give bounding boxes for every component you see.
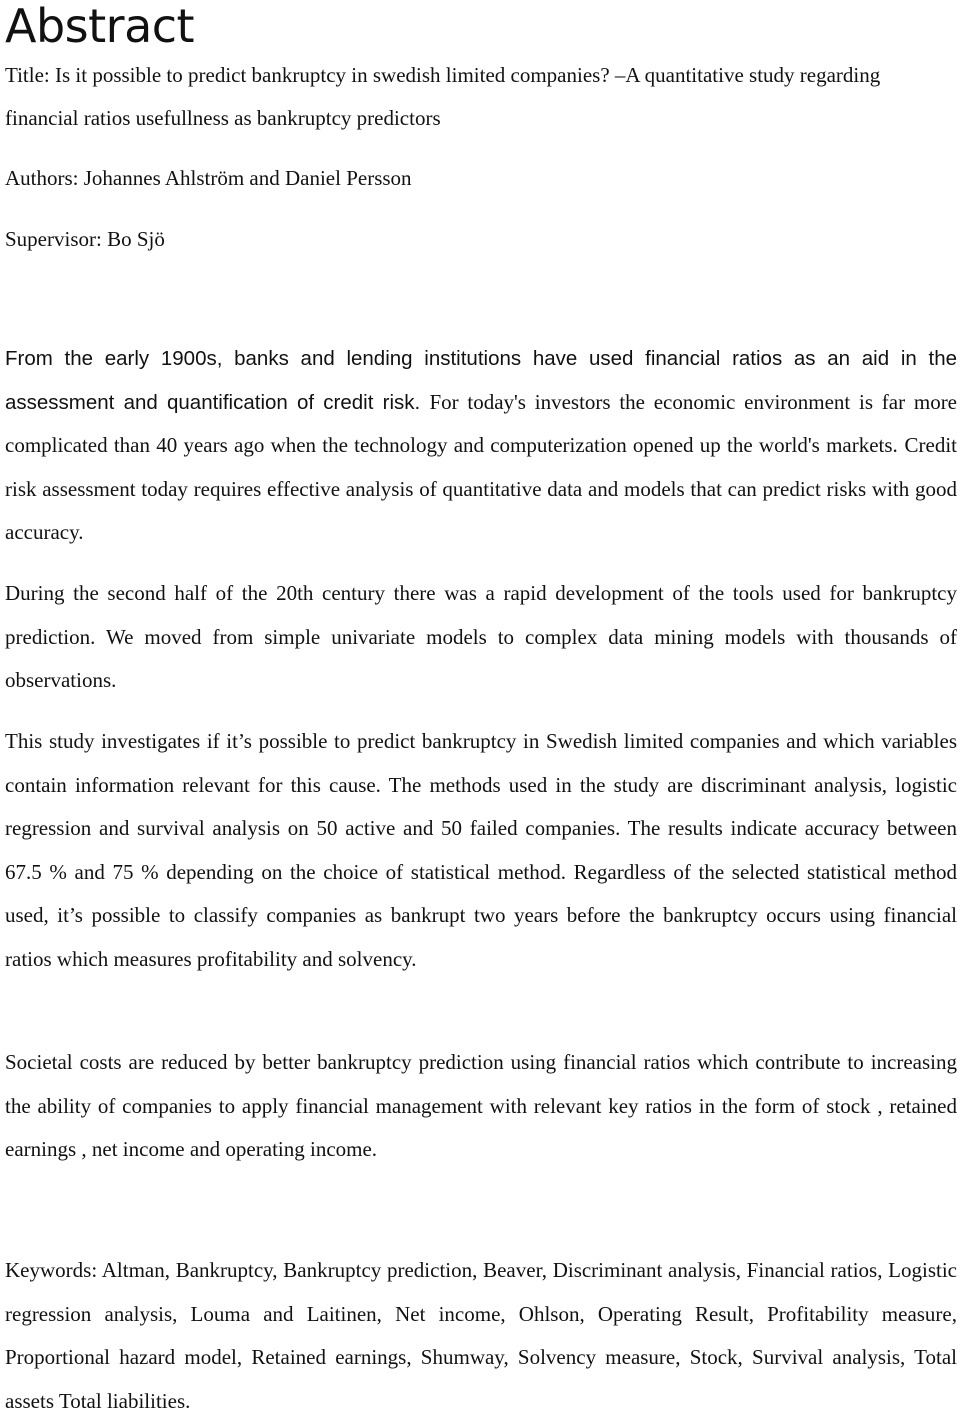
authors-label: Authors: [5, 166, 79, 190]
keywords-text: Altman, Bankruptcy, Bankruptcy prediction, Beaver, Discriminant analysis, Financial ratios, Logistic regression analysis, Louma and Laitinen, Net income, Ohlson, Operating Result, Profitability measure, Proportional hazard model, Retained earnings, Shumway, Solvency measure, Stock, Survival analysis, Total assets Total liabilities. [5, 1258, 958, 1413]
title-text: Is it possible to predict bankruptcy in swedish limited companies? –A quantitative study regarding financial ratios usefullness as bankruptcy predictors [5, 63, 881, 130]
supervisor-text: Bo Sjö [107, 227, 165, 251]
paragraph-1-serif-text: For today's investors the economic environment is far more complicated than 40 years ago when the technology and computerization opened up the world's markets. [5, 389, 958, 457]
paragraph-1-sans-text: From the early 1900s, banks and lending institutions have used financial ratios as an aid in the assessment and quantification of credit risk. [5, 347, 957, 414]
thesis-supervisor [5, 218, 957, 261]
supervisor-label: Supervisor: [5, 227, 102, 251]
abstract-paragraph-1 [5, 337, 957, 555]
keywords-label: Keywords: [5, 1258, 98, 1282]
thesis-authors [5, 157, 957, 200]
abstract-heading: Abstract [5, 0, 195, 53]
authors-text: Johannes Ahlström and Daniel Persson [83, 166, 412, 190]
paragraph-1-rest-text: Credit risk assessment today requires effective analysis of quantitative data and models that can predict risks with good accuracy. [5, 433, 957, 544]
thesis-title [5, 54, 957, 140]
keywords-paragraph [5, 1249, 957, 1423]
abstract-paragraph-4: Societal costs are reduced by better bankruptcy prediction using financial ratios which contribute to increasing the ability of companies to apply financial management with relevant key ratios in the form of stock , retained earnings , net income and operating income. [5, 1050, 957, 1161]
title-label: Title: [5, 63, 50, 87]
abstract-paragraph-3: This study investigates if it’s possible to predict bankruptcy in Swedish limited companies and which variables contain information relevant for this cause. The methods used in the study are discriminant analysis, logistic regression and survival analysis on 50 active and 50 failed companies. The results indicate accuracy between 67.5 % and 75 % depending on the choice of statistical method. Regardless of the selected statistical method used, it’s possible to classify companies as bankrupt two years before the bankruptcy occurs using financial ratios which measures profitability and solvency. [5, 729, 957, 971]
abstract-paragraph-2: During the second half of the 20th century there was a rapid development of the tools used for bankruptcy prediction. We moved from simple univariate models to complex data mining models with thousands of observations. [5, 581, 957, 692]
